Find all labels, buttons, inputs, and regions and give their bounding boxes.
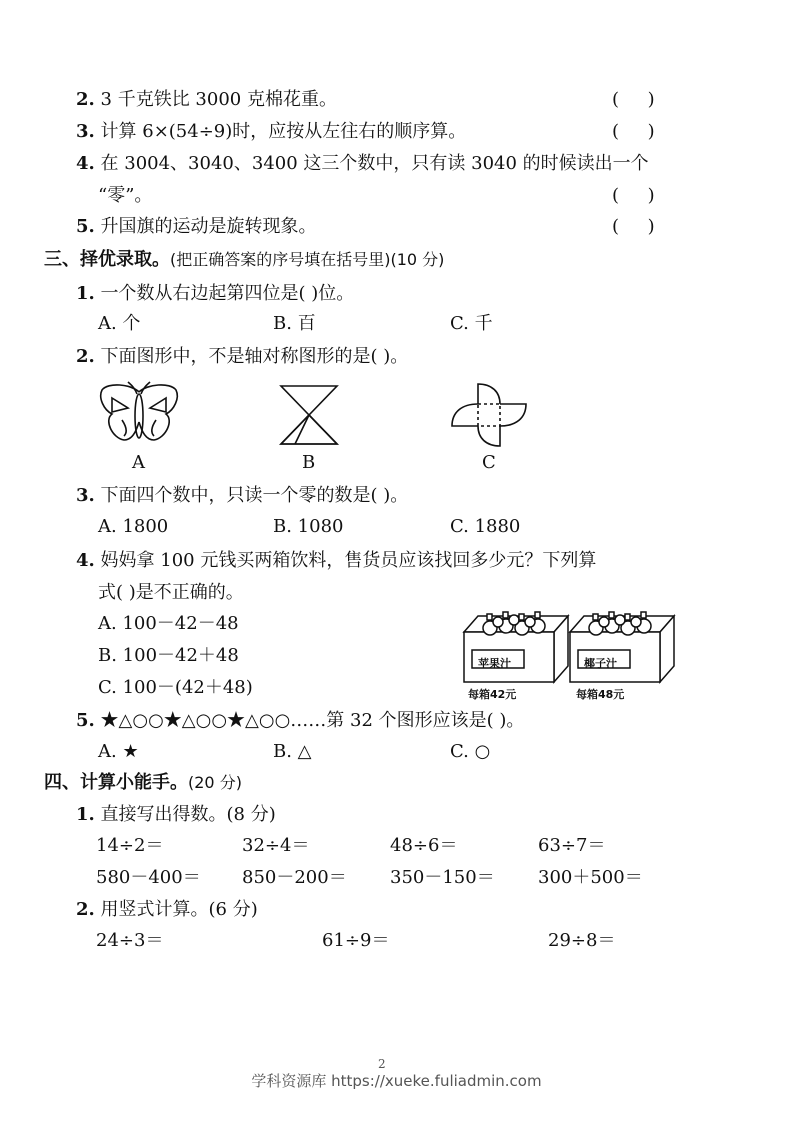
tf-item-number: 2. bbox=[76, 89, 95, 110]
apple-juice-label: 苹果汁 bbox=[478, 657, 511, 670]
answer-bracket[interactable]: ( ) bbox=[612, 121, 655, 142]
question-number: 2. bbox=[76, 346, 95, 367]
calc-item[interactable]: 850－200＝ bbox=[242, 867, 347, 888]
option-b[interactable]: B. 100－42＋48 bbox=[98, 645, 239, 666]
tf-item-number: 5. bbox=[76, 216, 95, 237]
question-number: 3. bbox=[76, 485, 95, 506]
section-title: 四、计算小能手。 bbox=[44, 772, 188, 793]
question-text: 一个数从右边起第四位是( )位。 bbox=[100, 283, 355, 304]
question-text: 下面四个数中，只读一个零的数是( )。 bbox=[100, 485, 409, 506]
question-text: ★△○○★△○○★△○○……第 32 个图形应该是( )。 bbox=[100, 710, 525, 731]
tf-item-text: 在 3004、3040、3400 这三个数中，只有读 3040 的时候读出一个 bbox=[100, 153, 649, 174]
option-c[interactable]: C. ○ bbox=[450, 741, 491, 762]
calc-item[interactable]: 24÷3＝ bbox=[96, 930, 164, 951]
figure-label-b: B bbox=[302, 452, 316, 473]
section-4-heading bbox=[44, 771, 242, 795]
question-3-4 bbox=[76, 549, 596, 573]
figure-label-c: C bbox=[482, 452, 496, 473]
question-3-5 bbox=[76, 709, 524, 733]
section-3-heading bbox=[44, 248, 444, 272]
tf-item-text: 升国旗的运动是旋转现象。 bbox=[100, 216, 317, 237]
calc-item[interactable]: 48÷6＝ bbox=[390, 835, 458, 856]
option-c[interactable]: C. 1880 bbox=[450, 516, 521, 537]
answer-bracket[interactable]: ( ) bbox=[612, 89, 655, 110]
tf-item-4 bbox=[76, 152, 649, 176]
question-number: 5. bbox=[76, 710, 95, 731]
tf-item-3 bbox=[76, 120, 466, 144]
calc-item[interactable]: 32÷4＝ bbox=[242, 835, 310, 856]
coconut-juice-label: 椰子汁 bbox=[584, 657, 617, 670]
question-number: 1. bbox=[76, 804, 95, 825]
calc-item[interactable]: 300＋500＝ bbox=[538, 867, 643, 888]
option-a[interactable]: A. ★ bbox=[98, 741, 139, 762]
coconut-juice-box-illustration bbox=[568, 610, 678, 684]
calc-item[interactable]: 14÷2＝ bbox=[96, 835, 164, 856]
option-a[interactable]: A. 个 bbox=[98, 313, 141, 334]
tf-item-text: 3 千克铁比 3000 克棉花重。 bbox=[100, 89, 337, 110]
section-note: (把正确答案的序号填在括号里)(10 分) bbox=[170, 250, 445, 269]
calc-item[interactable]: 350－150＝ bbox=[390, 867, 495, 888]
pinwheel-figure[interactable] bbox=[448, 380, 530, 450]
coconut-juice-price: 每箱48元 bbox=[576, 688, 625, 701]
option-b[interactable]: B. 1080 bbox=[273, 516, 344, 537]
question-3-1 bbox=[76, 282, 354, 306]
question-number: 4. bbox=[76, 550, 95, 571]
answer-bracket[interactable]: ( ) bbox=[612, 185, 655, 206]
tf-item-number: 3. bbox=[76, 121, 95, 142]
apple-juice-price: 每箱42元 bbox=[468, 688, 517, 701]
option-b[interactable]: B. △ bbox=[273, 741, 312, 762]
question-number: 1. bbox=[76, 283, 95, 304]
question-text: 用竖式计算。(6 分) bbox=[100, 899, 258, 920]
figure-label-a: A bbox=[132, 452, 145, 473]
tf-item-number: 4. bbox=[76, 153, 95, 174]
question-text: 妈妈拿 100 元钱买两箱饮料，售货员应该找回多少元？下列算 bbox=[100, 550, 597, 571]
option-c[interactable]: C. 千 bbox=[450, 313, 493, 334]
tf-item-2 bbox=[76, 88, 337, 112]
question-text: 下面图形中，不是轴对称图形的是( )。 bbox=[100, 346, 409, 367]
answer-bracket[interactable]: ( ) bbox=[612, 216, 655, 237]
option-b[interactable]: B. 百 bbox=[273, 313, 316, 334]
question-continuation: 式( )是不正确的。 bbox=[98, 582, 244, 603]
option-a[interactable]: A. 100－42－48 bbox=[98, 613, 239, 634]
calc-item[interactable]: 63÷7＝ bbox=[538, 835, 606, 856]
tf-item-text: 计算 6×(54÷9)时，应按从左往右的顺序算。 bbox=[100, 121, 467, 142]
question-4-1 bbox=[76, 803, 276, 827]
question-3-3 bbox=[76, 484, 408, 508]
section-note: (20 分) bbox=[188, 773, 242, 792]
triangles-figure[interactable] bbox=[275, 382, 343, 448]
option-a[interactable]: A. 1800 bbox=[98, 516, 169, 537]
tf-item-continuation: “零”。 bbox=[98, 185, 153, 206]
question-3-2 bbox=[76, 345, 408, 369]
footer-source: 学科资源库 https://xueke.fuliadmin.com bbox=[251, 1072, 542, 1090]
question-number: 2. bbox=[76, 899, 95, 920]
tf-item-5 bbox=[76, 215, 317, 239]
calc-item[interactable]: 61÷9＝ bbox=[322, 930, 390, 951]
option-c[interactable]: C. 100－(42＋48) bbox=[98, 677, 253, 698]
page-number: 2 bbox=[378, 1057, 386, 1071]
section-title: 三、择优录取。 bbox=[44, 249, 170, 270]
butterfly-figure[interactable] bbox=[98, 380, 180, 448]
question-4-2 bbox=[76, 898, 258, 922]
calc-item[interactable]: 29÷8＝ bbox=[548, 930, 616, 951]
apple-juice-box-illustration bbox=[462, 610, 572, 684]
calc-item[interactable]: 580－400＝ bbox=[96, 867, 201, 888]
question-text: 直接写出得数。(8 分) bbox=[100, 804, 276, 825]
